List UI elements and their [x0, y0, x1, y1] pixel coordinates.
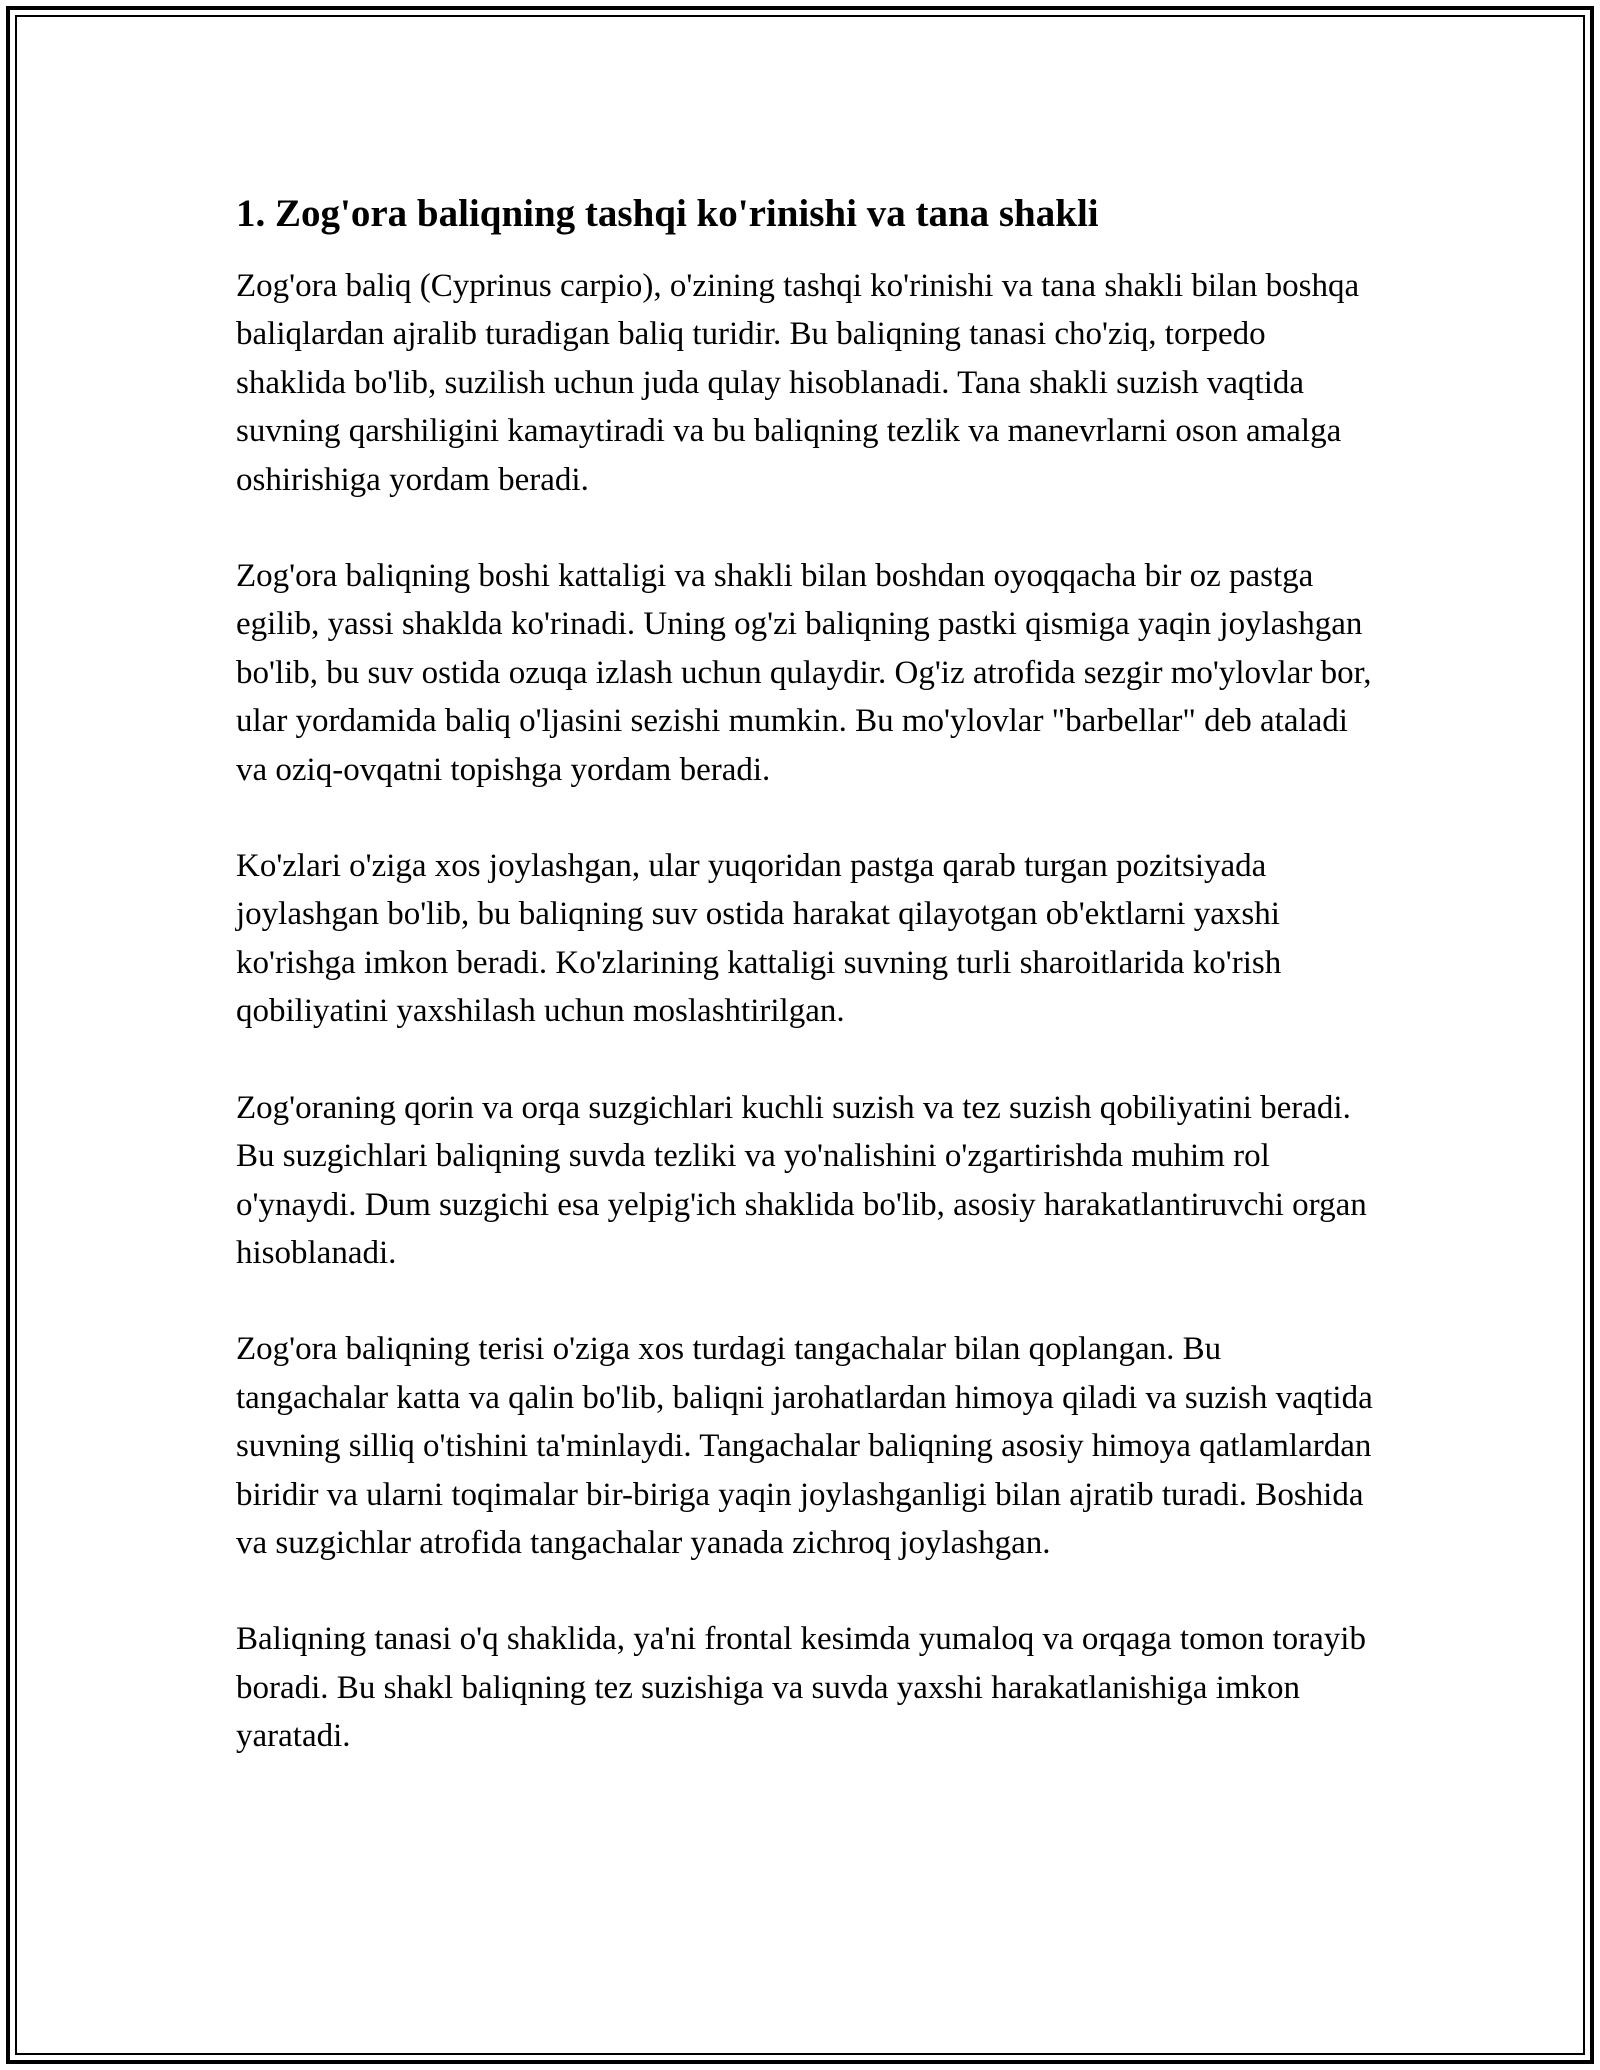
- paragraph-eyes: Ko'zlari o'ziga xos joylashgan, ular yuqoridan pastga qarab turgan pozitsiyada joylashgan bo'lib, bu baliqning suv ostida harakat qilayotgan ob'ektlarni yaxshi ko'rishga imkon beradi. Ko'zlarining kattaligi suvning turli sharoitlarida ko'rish qobiliyatini yaxshilash uchun moslashtirilgan.: [236, 848, 1282, 1030]
- paragraph-head-mouth: Zog'ora baliqning boshi kattaligi va shakli bilan boshdan oyoqqacha bir oz pastga egilib, yassi shaklda ko'rinadi. Uning og'zi baliqning pastki qismiga yaqin joylashgan bo'lib, bu suv ostida ozuqa izlash uchun qulaydir. Og'iz atrofida sezgir mo'ylovlar bor, ular yordamida baliq o'ljasini sezishi mumkin. Bu mo'ylovlar "barbellar" deb ataladi va oziq-ovqatni topishga yordam beradi.: [236, 558, 1372, 788]
- document-title: 1. Zog'ora baliqning tashqi ko'rinishi va tana shakli: [236, 192, 1099, 235]
- page-content: [236, 184, 1376, 1809]
- paragraph-body-shape: Zog'ora baliq (Cyprinus carpio), o'zining tashqi ko'rinishi va tana shakli bilan boshqa baliqlardan ajralib turadigan baliq turidir. Bu baliqning tanasi cho'ziq, torpedo shaklida bo'lib, suzilish uchun juda qulay hisoblanadi. Tana shakli suzish vaqtida suvning qarshiligini kamaytiradi va bu baliqning tezlik va manevrlarni oson amalga oshirishiga yordam beradi.: [236, 268, 1360, 498]
- paragraph-scales: Zog'ora baliqning terisi o'ziga xos turdagi tangachalar bilan qoplangan. Bu tangachalar katta va qalin bo'lib, baliqni jarohatlardan himoya qiladi va suzish vaqtida suvning silliq o'tishini ta'minlaydi. Tangachalar baliqning asosiy himoya qatlamlardan biridir va ularni toqimalar bir-biriga yaqin joylashganligi bilan ajratib turadi. Boshida va suzgichlar atrofida tangachalar yanada zichroq joylashgan.: [236, 1331, 1373, 1561]
- paragraph-fins: Zog'oraning qorin va orqa suzgichlari kuchli suzish va tez suzish qobiliyatini beradi. Bu suzgichlari baliqning suvda tezliki va yo'nalishini o'zgartirishda muhim rol o'ynaydi. Dum suzgichi esa yelpig'ich shaklida bo'lib, asosiy harakatlantiruvchi organ hisoblanadi.: [236, 1089, 1367, 1271]
- paragraph-body-form: Baliqning tanasi o'q shaklida, ya'ni frontal kesimda yumaloq va orqaga tomon torayib boradi. Bu shakl baliqning tez suzishiga va suvda yaxshi harakatlanishiga imkon yaratadi.: [236, 1621, 1366, 1755]
